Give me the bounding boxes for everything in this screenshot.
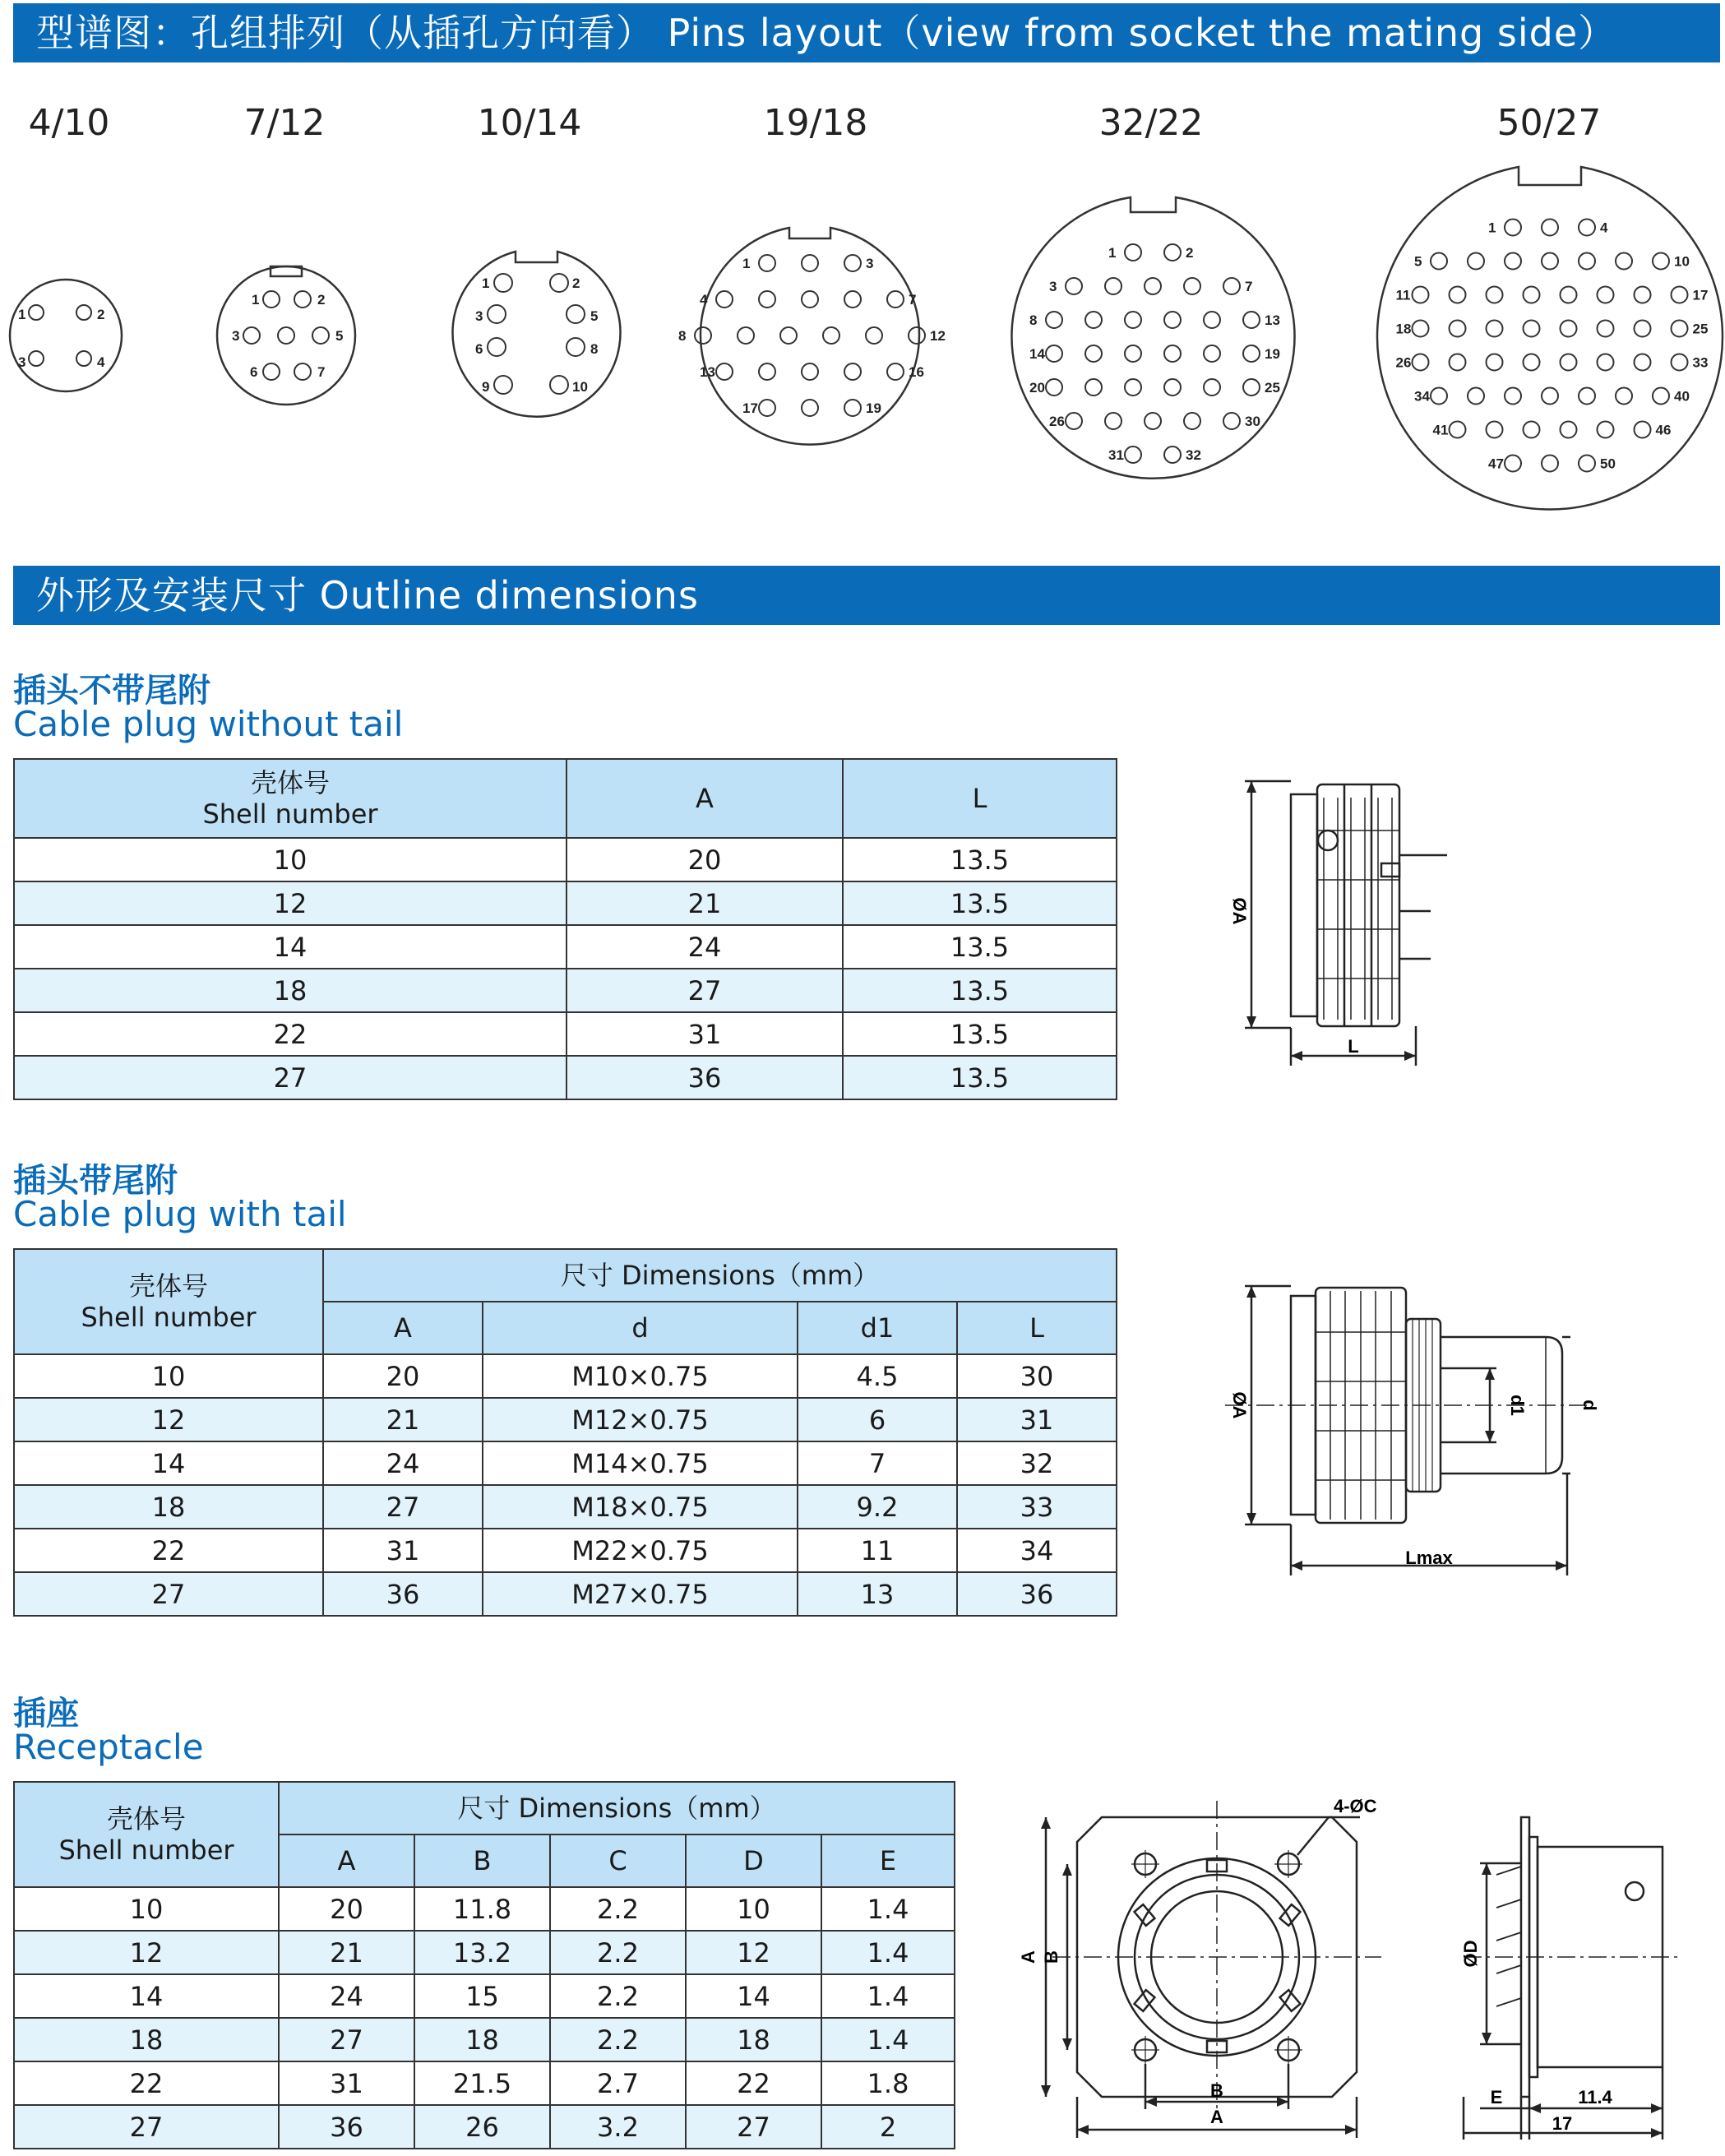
pin-hole — [1125, 345, 1141, 362]
pin-hole — [1125, 379, 1141, 396]
pin-number: 4 — [97, 354, 105, 370]
pin-hole — [1184, 413, 1200, 429]
pin-layout-label: 32/22 — [1098, 102, 1204, 144]
dim-label-diameter: ØA — [1229, 897, 1250, 925]
table-row: 10 20 11.8 2.2 10 1.4 — [14, 1887, 955, 1931]
pin-hole — [1085, 312, 1102, 328]
pin-hole — [1243, 379, 1260, 396]
pin-number: 25 — [1265, 380, 1280, 396]
plug-no-tail-drawing — [1217, 765, 1480, 1077]
pin-hole — [1105, 278, 1121, 294]
pin-hole — [909, 327, 925, 344]
pin-hole — [716, 363, 733, 380]
pin-number: 13 — [700, 364, 715, 380]
pin-hole — [294, 291, 311, 308]
pin-hole — [1616, 388, 1632, 405]
pin-number: 5 — [335, 328, 344, 344]
pin-hole — [567, 305, 585, 323]
dim-label-diameter: ØA — [1229, 1391, 1250, 1419]
pin-hole — [1184, 278, 1200, 294]
pin-hole — [759, 400, 775, 416]
table-row: 14 24 13.5 — [14, 925, 1117, 969]
pin-hole — [1204, 345, 1220, 362]
pin-number: 17 — [1692, 287, 1709, 303]
pin-hole — [1145, 413, 1161, 429]
pin-hole — [802, 291, 818, 308]
pin-hole — [1487, 354, 1503, 371]
pin-hole — [1524, 354, 1540, 371]
pin-number: 17 — [742, 400, 758, 416]
pin-hole — [1524, 422, 1540, 438]
pin-hole — [1105, 413, 1121, 429]
pin-hole — [759, 255, 775, 271]
table-row: 14 24 M14×0.75 7 32 — [14, 1441, 1117, 1485]
pin-hole — [1125, 312, 1141, 328]
pin-number: 4 — [1600, 220, 1608, 236]
pin-hole — [802, 363, 818, 380]
pin-number: 1 — [742, 256, 751, 271]
dim-label-holes: 4-ØC — [1334, 1796, 1377, 1816]
pin-number: 5 — [590, 308, 599, 324]
shell-number-header: 壳体号 Shell number — [14, 759, 567, 838]
pin-hole — [1635, 287, 1651, 303]
table-header-row — [14, 759, 1117, 838]
pin-hole — [759, 363, 775, 380]
pin-hole — [1223, 413, 1240, 429]
pin-hole — [312, 327, 329, 344]
dim-label-lmax: Lmax — [1405, 1548, 1453, 1568]
pin-hole — [1505, 220, 1521, 236]
dimensions-header: 尺寸 Dimensions（mm） — [323, 1249, 1117, 1302]
dim-e-header: E — [821, 1834, 955, 1887]
dim-label-11-4: 11.4 — [1578, 2087, 1612, 2107]
pin-number: 6 — [250, 364, 258, 380]
pin-hole — [738, 327, 754, 344]
pin-hole — [802, 255, 818, 271]
pin-hole — [1635, 354, 1651, 371]
pin-number: 3 — [1049, 279, 1057, 294]
table-row: 27 36 M27×0.75 13 36 — [14, 1572, 1117, 1616]
pin-hole — [29, 305, 44, 320]
pin-hole — [1672, 287, 1688, 303]
pin-hole — [1505, 388, 1521, 405]
pin-hole — [488, 338, 506, 356]
pin-hole — [887, 291, 904, 308]
dim-l-header: L — [957, 1302, 1117, 1354]
pin-number: 8 — [1029, 312, 1038, 328]
pin-hole — [76, 351, 91, 366]
pin-number: 34 — [1414, 388, 1430, 405]
table-row: 18 27 18 2.2 18 1.4 — [14, 2018, 955, 2061]
pin-number: 10 — [572, 379, 588, 395]
pin-hole — [1579, 388, 1595, 405]
pin-number: 2 — [572, 275, 580, 291]
dim-d-header: d — [483, 1302, 798, 1354]
pin-hole — [1561, 422, 1577, 438]
dimensions-header: 尺寸 Dimensions（mm） — [279, 1782, 955, 1834]
dim-b-header: B — [414, 1834, 550, 1887]
pin-number: 50 — [1600, 456, 1616, 472]
table-row: 12 21 M12×0.75 6 31 — [14, 1398, 1117, 1441]
table-row: 10 20 M10×0.75 4.5 30 — [14, 1354, 1117, 1398]
pin-hole — [1085, 345, 1102, 362]
pin-hole — [243, 327, 260, 344]
pin-layout-diagrams — [0, 0, 1725, 526]
pin-hole — [1164, 244, 1181, 261]
pin-hole — [1561, 354, 1577, 371]
pin-number: 3 — [232, 328, 240, 344]
pin-hole — [716, 291, 733, 308]
pin-hole — [1450, 422, 1466, 438]
pin-hole — [1431, 388, 1447, 405]
pin-hole — [76, 305, 91, 320]
pin-hole — [695, 327, 711, 344]
pin-hole — [887, 363, 904, 380]
pin-hole — [1598, 321, 1614, 337]
pin-number: 7 — [909, 292, 917, 308]
receptacle-table — [13, 1781, 955, 2149]
pin-hole — [1468, 253, 1484, 270]
pin-number: 25 — [1692, 321, 1709, 337]
pin-hole — [1413, 354, 1429, 371]
pin-number: 4 — [700, 292, 708, 308]
pin-number: 12 — [930, 328, 946, 344]
pin-hole — [1046, 345, 1062, 362]
table-row: 27 36 26 3.2 27 2 — [14, 2105, 955, 2149]
pin-hole — [1164, 312, 1181, 328]
dim-label-17: 17 — [1552, 2113, 1573, 2134]
pin-hole — [1487, 287, 1503, 303]
receptacle-title-en: Receptacle — [13, 1727, 204, 1767]
pin-number: 46 — [1655, 422, 1672, 438]
pin-hole — [844, 291, 861, 308]
pin-number: 19 — [866, 400, 881, 416]
pin-hole — [1066, 278, 1082, 294]
pin-hole — [1125, 446, 1141, 463]
pin-number: 7 — [317, 364, 326, 380]
pin-number: 10 — [1674, 253, 1690, 270]
pin-layout-label: 19/18 — [763, 102, 868, 144]
pin-hole — [1164, 379, 1181, 396]
connector-face-32-22 — [1012, 197, 1295, 479]
plug-no-tail-table — [13, 758, 1117, 1100]
receptacle-title-cn: 插座 — [13, 1695, 79, 1733]
pin-number: 31 — [1108, 447, 1124, 463]
pin-hole — [1616, 253, 1632, 270]
pin-number: 3 — [475, 308, 483, 324]
pin-hole — [488, 305, 506, 323]
plug-tail-title-en: Cable plug with tail — [13, 1194, 347, 1234]
dim-d1-header: d1 — [798, 1302, 957, 1354]
pin-hole — [1204, 312, 1220, 328]
pin-number: 8 — [678, 328, 687, 344]
shell-number-header: 壳体号 Shell number — [14, 1782, 279, 1887]
table-row: 27 36 13.5 — [14, 1056, 1117, 1099]
pin-hole — [844, 255, 861, 271]
table-row: 18 27 13.5 — [14, 969, 1117, 1012]
pin-hole — [780, 327, 797, 344]
pin-number: 9 — [482, 379, 490, 395]
plug-no-tail-title-cn: 插头不带尾附 — [13, 672, 210, 710]
pin-hole — [1066, 413, 1082, 429]
pin-number: 1 — [18, 307, 26, 322]
pin-hole — [844, 363, 861, 380]
table-row: 12 21 13.2 2.2 12 1.4 — [14, 1931, 955, 1974]
pin-hole — [263, 363, 280, 380]
pin-hole — [1487, 321, 1503, 337]
plug-tail-table — [13, 1248, 1117, 1617]
plug-tail-title-cn: 插头带尾附 — [13, 1162, 178, 1200]
pin-hole — [1145, 278, 1161, 294]
pin-number: 8 — [590, 341, 599, 357]
dim-a-header: A — [323, 1302, 483, 1354]
pin-hole — [844, 400, 861, 416]
dim-label-b-bottom: B — [1210, 2080, 1223, 2101]
pin-hole — [1413, 321, 1429, 337]
pin-number: 13 — [1265, 312, 1280, 328]
pin-number: 33 — [1692, 354, 1709, 371]
connector-face-19-18 — [701, 228, 919, 445]
pin-hole — [1450, 354, 1466, 371]
pin-hole — [1046, 379, 1062, 396]
pin-number: 7 — [1245, 279, 1253, 294]
shell-number-header: 壳体号 Shell number — [14, 1249, 323, 1354]
dim-label-b: B — [1041, 1950, 1061, 1964]
pin-hole — [1561, 321, 1577, 337]
plug-tail-drawing — [1217, 1266, 1600, 1595]
pin-number: 2 — [317, 292, 326, 308]
pin-number: 11 — [1395, 287, 1411, 303]
plug-no-tail-title-en: Cable plug without tail — [13, 704, 404, 744]
pin-number: 26 — [1395, 354, 1412, 371]
table-row: 22 31 21.5 2.7 22 1.8 — [14, 2061, 955, 2105]
pin-hole — [278, 327, 294, 344]
pin-number: 2 — [1186, 245, 1194, 261]
pin-number: 20 — [1029, 380, 1045, 396]
connector-face-10-14 — [453, 252, 621, 417]
pin-hole — [294, 363, 311, 380]
table-row: 12 21 13.5 — [14, 881, 1117, 925]
pin-hole — [1505, 456, 1521, 472]
pin-hole — [866, 327, 882, 344]
pin-hole — [1542, 220, 1558, 236]
dim-c-header: C — [550, 1834, 686, 1887]
pin-layout-label: 4/10 — [28, 102, 110, 144]
pin-number: 1 — [252, 292, 260, 308]
connector-face-50-27 — [1377, 167, 1723, 510]
pin-hole — [823, 327, 839, 344]
table-row: 22 31 13.5 — [14, 1012, 1117, 1056]
pin-hole — [1579, 456, 1595, 472]
dim-a-header: A — [567, 759, 843, 838]
pin-hole — [567, 338, 585, 356]
pin-hole — [1598, 422, 1614, 438]
pin-hole — [494, 274, 512, 292]
pin-number: 5 — [1414, 253, 1422, 270]
pin-number: 26 — [1049, 414, 1065, 429]
pin-hole — [1243, 345, 1260, 362]
pin-hole — [1653, 388, 1669, 405]
pin-hole — [1542, 456, 1558, 472]
pin-number: 3 — [18, 354, 26, 370]
pin-number: 6 — [475, 341, 483, 357]
dim-label-diameter-d: ØD — [1460, 1940, 1481, 1968]
pin-hole — [1431, 253, 1447, 270]
connector-face-4-10 — [10, 280, 122, 391]
pin-layout-label: 10/14 — [477, 102, 582, 144]
pin-hole — [1046, 312, 1062, 328]
pin-hole — [1125, 244, 1141, 261]
pin-number: 1 — [482, 275, 490, 291]
pins-layout-banner: 型谱图：孔组排列（从插孔方向看） Pins layout（view from socket the mating side） — [13, 3, 1720, 62]
pin-number: 2 — [97, 307, 105, 322]
pin-hole — [759, 291, 775, 308]
pin-hole — [1598, 287, 1614, 303]
pin-number: 41 — [1432, 422, 1449, 438]
pin-number: 1 — [1488, 220, 1496, 236]
table-row: 18 27 M18×0.75 9.2 33 — [14, 1485, 1117, 1529]
pin-hole — [263, 291, 280, 308]
dim-label-a: A — [1018, 1950, 1038, 1964]
outline-banner: 外形及安装尺寸 Outline dimensions — [13, 566, 1720, 625]
pin-number: 32 — [1186, 447, 1201, 463]
pin-hole — [494, 376, 512, 394]
pin-number: 16 — [909, 364, 924, 380]
pin-hole — [29, 351, 44, 366]
pin-hole — [1164, 446, 1181, 463]
pin-hole — [1635, 321, 1651, 337]
dim-label-length: L — [1348, 1036, 1359, 1057]
pin-number: 40 — [1674, 388, 1690, 405]
pin-hole — [1653, 253, 1669, 270]
pin-hole — [1524, 287, 1540, 303]
pin-hole — [1672, 321, 1688, 337]
dim-label-d1: d1 — [1507, 1395, 1528, 1416]
pin-hole — [550, 376, 568, 394]
dim-l-header: L — [843, 759, 1117, 838]
pin-hole — [1450, 321, 1466, 337]
table-row: 22 31 M22×0.75 11 34 — [14, 1529, 1117, 1572]
pin-hole — [1542, 253, 1558, 270]
pin-number: 18 — [1395, 321, 1412, 337]
pin-hole — [1598, 354, 1614, 371]
pin-layout-label: 7/12 — [243, 102, 326, 144]
pin-hole — [1635, 422, 1651, 438]
dim-d-header: D — [686, 1834, 821, 1887]
pin-hole — [1204, 379, 1220, 396]
pin-hole — [1542, 388, 1558, 405]
pin-number: 47 — [1488, 456, 1504, 472]
table-row: 10 20 13.5 — [14, 838, 1117, 881]
pin-hole — [1505, 253, 1521, 270]
pin-hole — [1164, 345, 1181, 362]
pin-hole — [1579, 253, 1595, 270]
pin-hole — [1579, 220, 1595, 236]
pin-hole — [1487, 422, 1503, 438]
dim-label-a-bottom: A — [1210, 2107, 1223, 2127]
pin-hole — [550, 274, 568, 292]
pin-hole — [1524, 321, 1540, 337]
pin-number: 1 — [1108, 245, 1117, 261]
pin-hole — [1223, 278, 1240, 294]
receptacle-drawing — [1020, 1784, 1694, 2146]
pin-hole — [1413, 287, 1429, 303]
dim-label-e: E — [1490, 2087, 1503, 2107]
pin-number: 19 — [1265, 346, 1280, 362]
pin-hole — [1085, 379, 1102, 396]
pin-number: 3 — [866, 256, 874, 271]
dim-label-d: d — [1579, 1400, 1600, 1411]
pin-hole — [1672, 354, 1688, 371]
pin-hole — [1561, 287, 1577, 303]
pin-hole — [1450, 287, 1466, 303]
pin-hole — [802, 400, 818, 416]
pin-hole — [1243, 312, 1260, 328]
dim-a-header: A — [279, 1834, 414, 1887]
pin-number: 30 — [1245, 414, 1260, 429]
pin-layout-label: 50/27 — [1496, 102, 1602, 144]
pin-hole — [1468, 388, 1484, 405]
table-row: 14 24 15 2.2 14 1.4 — [14, 1974, 955, 2018]
pin-number: 14 — [1029, 346, 1045, 362]
